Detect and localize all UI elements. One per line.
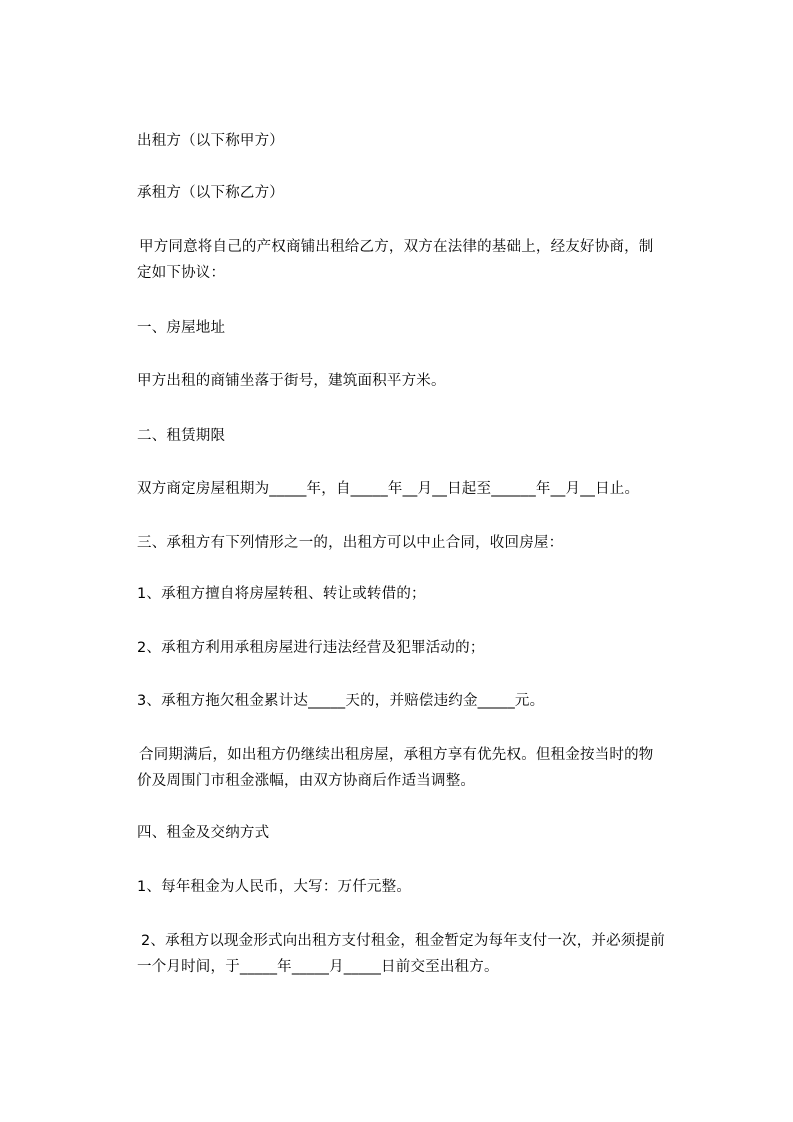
section-3-item-1: 1、承租方擅自将房屋转租、转让或转借的； [137,586,426,602]
renewal-paragraph-line-1: 合同期满后，如出租方仍继续出租房屋，承租方享有优先权。但租金按当时的物 [139,747,654,763]
section-1-text: 甲方出租的商铺坐落于街号，建筑面积平方米。 [137,373,446,389]
renewal-paragraph-line-2: 价及周围门市租金涨幅，由双方协商后作适当调整。 [137,773,476,789]
section-3-item-3: 3、承租方拖欠租金累计达_____天的，并赔偿违约金_____元。 [137,693,545,709]
intro-paragraph-line-2: 定如下协议： [137,265,226,281]
lessor-line: 出租方（以下称甲方） [137,133,284,149]
lessee-line: 承租方（以下称乙方） [137,185,284,201]
section-4-item-2-line-1: 2、承租方以现金形式向出租方支付租金，租金暂定为每年支付一次，并必须提前 [141,933,665,949]
section-4-item-2-line-2: 一个月时间，于_____年_____月_____日前交至出租方。 [137,959,499,975]
section-2-title: 二、租赁期限 [137,428,226,444]
intro-paragraph-line-1: 甲方同意将自己的产权商铺出租给乙方，双方在法律的基础上，经友好协商，制 [139,239,654,255]
section-4-title: 四、租金及交纳方式 [137,825,270,841]
section-4-item-1: 1、每年租金为人民币，大写：万仟元整。 [137,879,412,895]
section-3-item-2: 2、承租方利用承租房屋进行违法经营及犯罪活动的； [137,640,485,656]
section-2-text: 双方商定房屋租期为_____年，自_____年__月__日起至______年__月__日止。 [137,481,640,497]
section-1-title: 一、房屋地址 [137,320,226,336]
section-3-title: 三、承租方有下列情形之一的，出租方可以中止合同，收回房屋： [137,535,564,551]
